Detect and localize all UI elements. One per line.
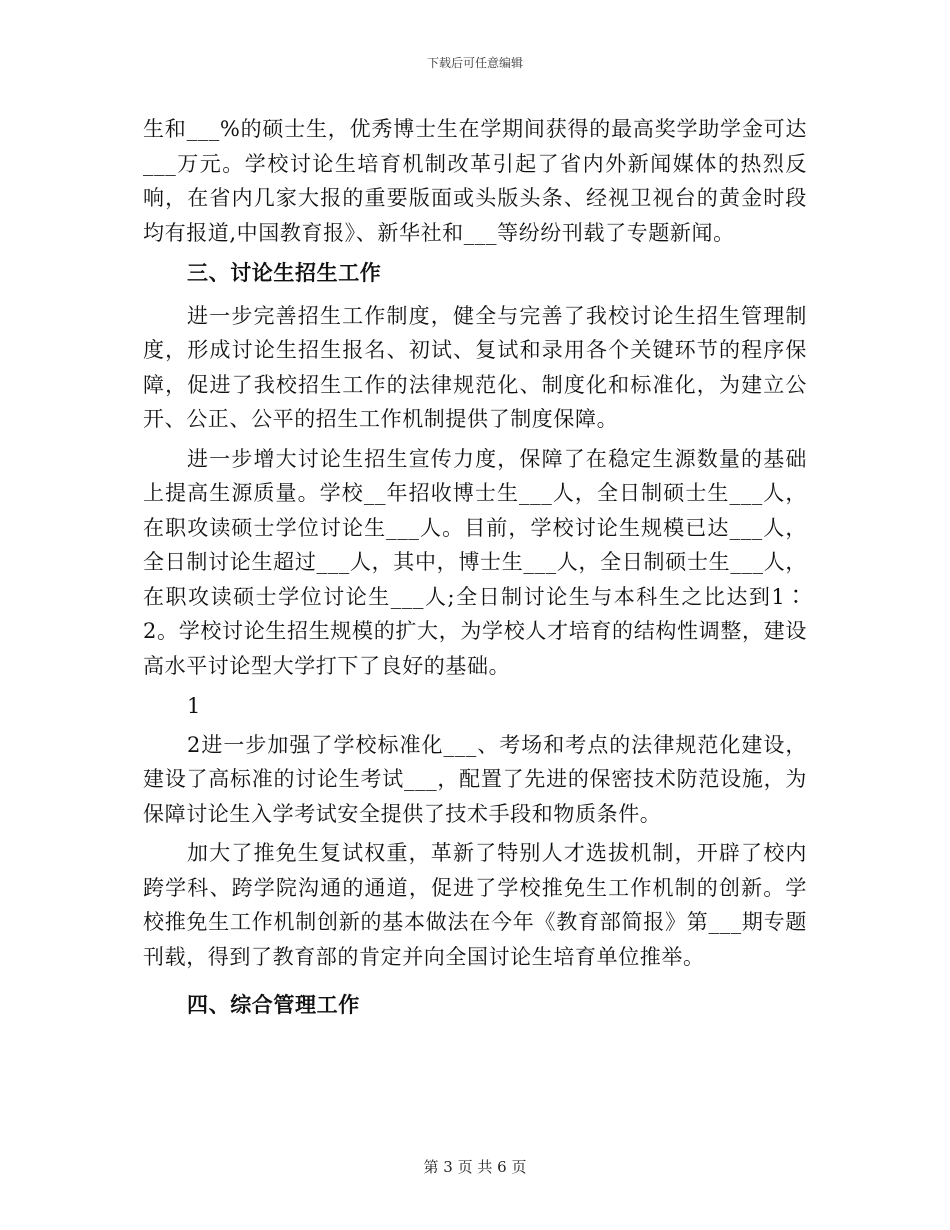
document-body <box>143 112 807 1029</box>
page-footer-number: 第 3 页 共 6 页 <box>423 1158 527 1176</box>
paragraph-admission-publicity: 进一步增大讨论生招生宣传力度，保障了在稳定生源数量的基础上提高生源质量。学校__年招收博士生___人，全日制硕士生___人，在职攻读硕士学位讨论生___人。目前，学校讨论生规模已达___人，全日制讨论生超过___人，其中，博士生___人，全日制硕士生___人，在职攻读硕士学位讨论生___人;全日制讨论生与本科生之比达到1∶2。学校讨论生招生规模的扩大，为学校人才培育的结构性调整，建设高水平讨论型大学打下了良好的基础。 <box>143 446 807 678</box>
paragraph-recommended-students: 加大了推免生复试权重，革新了特别人才选拔机制，开辟了校内跨学科、跨学院沟通的通道，促进了学校推免生工作机制的创新。学校推免生工作机制创新的基本做法在今年《教育部简报》第___期专题刊载，得到了教育部的肯定并向全国讨论生培育单位推举。 <box>143 841 807 969</box>
page-header-note: 下载后可任意编辑 <box>426 56 523 70</box>
paragraph-admission-system: 进一步完善招生工作制度，健全与完善了我校讨论生招生管理制度，形成讨论生招生报名、初试、复试和录用各个关键环节的程序保障，促进了我校招生工作的法律规范化、制度化和标准化，为建立公开、公正、公平的招生工作机制提供了制度保障。 <box>143 303 807 431</box>
inline-number-1: 1 <box>187 694 201 718</box>
section-heading-3: 三、讨论生招生工作 <box>187 260 382 285</box>
paragraph-continuation: 生和___%的硕士生，优秀博士生在学期间获得的最高奖学助学金可达___万元。学校讨论生培育机制改革引起了省内外新闻媒体的热烈反响，在省内几家大报的重要版面或头版头条、经视卫视台的黄金时段均有报道,中国教育报》、新华社和___等纷纷刊载了专题新闻。 <box>143 117 807 245</box>
section-heading-4: 四、综合管理工作 <box>187 992 360 1017</box>
paragraph-exam-facilities: 2进一步加强了学校标准化___、考场和考点的法律规范化建设，建设了高标准的讨论生考试___，配置了先进的保密技术防范设施，为保障讨论生入学考试安全提供了技术手段和物质条件。 <box>143 732 807 826</box>
